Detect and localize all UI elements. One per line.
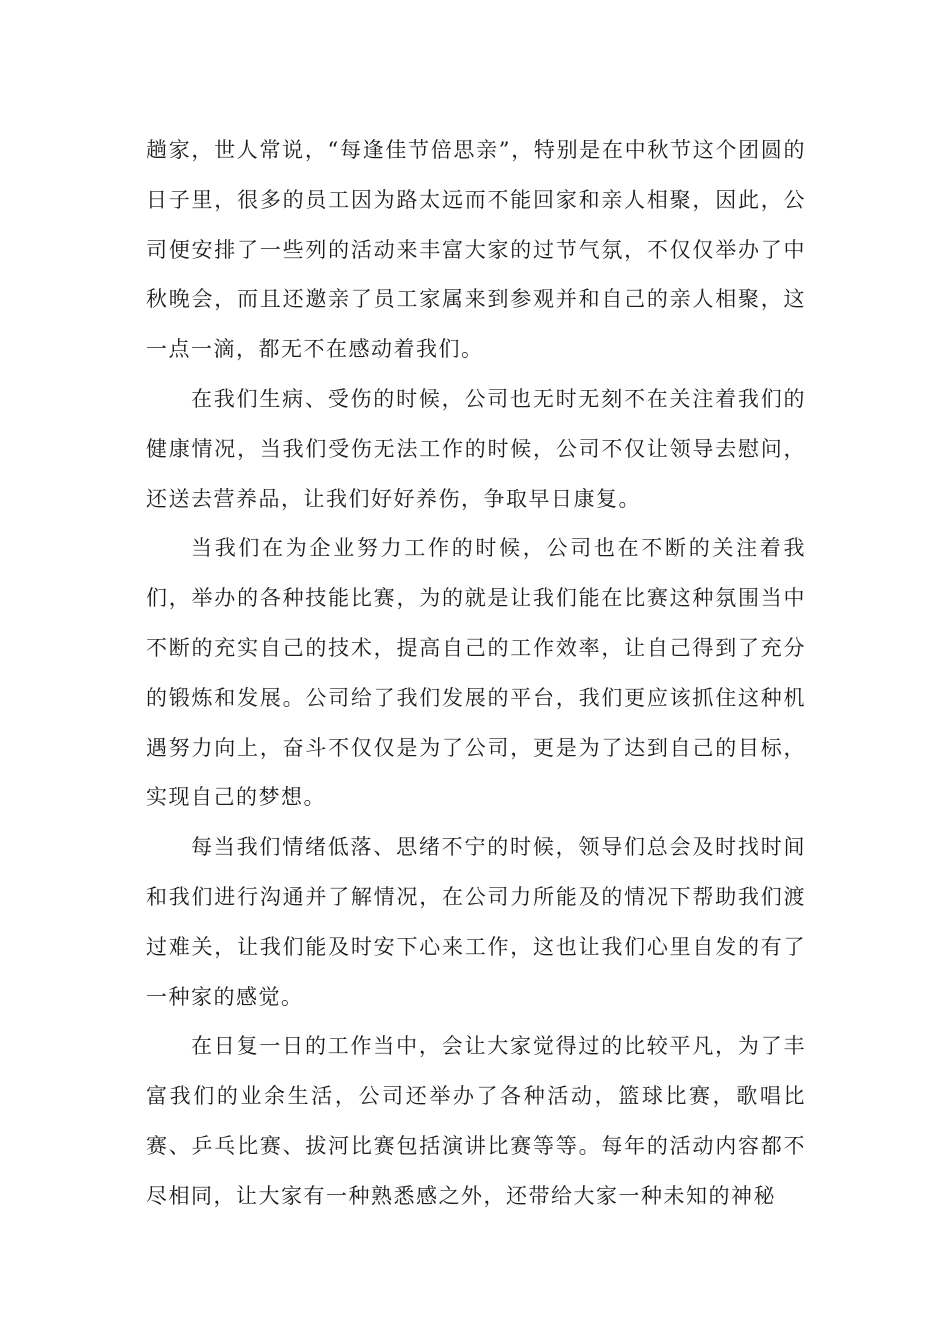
paragraph-2: 在我们生病、受伤的时候，公司也无时无刻不在关注着我们的健康情况，当我们受伤无法工作的时候，公司不仅让领导去慰问，还送去营养品，让我们好好养伤，争取早日康复。 [146, 386, 806, 511]
paragraph-1: 趟家，世人常说，“每逢佳节倍思亲”，特别是在中秋节这个团圆的日子里，很多的员工因为路太远而不能回家和亲人相聚，因此，公司便安排了一些列的活动来丰富大家的过节气氛，不仅仅举办了中秋晚会，而且还邀亲了员工家属来到参观并和自己的亲人相聚，这一点一滴，都无不在感动着我们。 [146, 138, 806, 362]
paragraph-3: 当我们在为企业努力工作的时候，公司也在不断的关注着我们，举办的各种技能比赛，为的就是让我们能在比赛这种氛围当中不断的充实自己的技术，提高自己的工作效率，让自己得到了充分的锻炼和发展。公司给了我们发展的平台，我们更应该抓住这种机遇努力向上，奋斗不仅仅是为了公司，更是为了达到自己的目标，实现自己的梦想。 [146, 536, 806, 810]
document-body [146, 126, 806, 1222]
paragraph-4: 每当我们情绪低落、思绪不宁的时候，领导们总会及时找时间和我们进行沟通并了解情况，在公司力所能及的情况下帮助我们渡过难关，让我们能及时安下心来工作，这也让我们心里自发的有了一种家的感觉。 [146, 835, 806, 1009]
paragraph-5: 在日复一日的工作当中，会让大家觉得过的比较平凡，为了丰富我们的业余生活，公司还举办了各种活动，篮球比赛，歌唱比赛、乒乓比赛、拔河比赛包括演讲比赛等等。每年的活动内容都不尽相同，让大家有一种熟悉感之外，还带给大家一种未知的神秘 [146, 1034, 806, 1208]
